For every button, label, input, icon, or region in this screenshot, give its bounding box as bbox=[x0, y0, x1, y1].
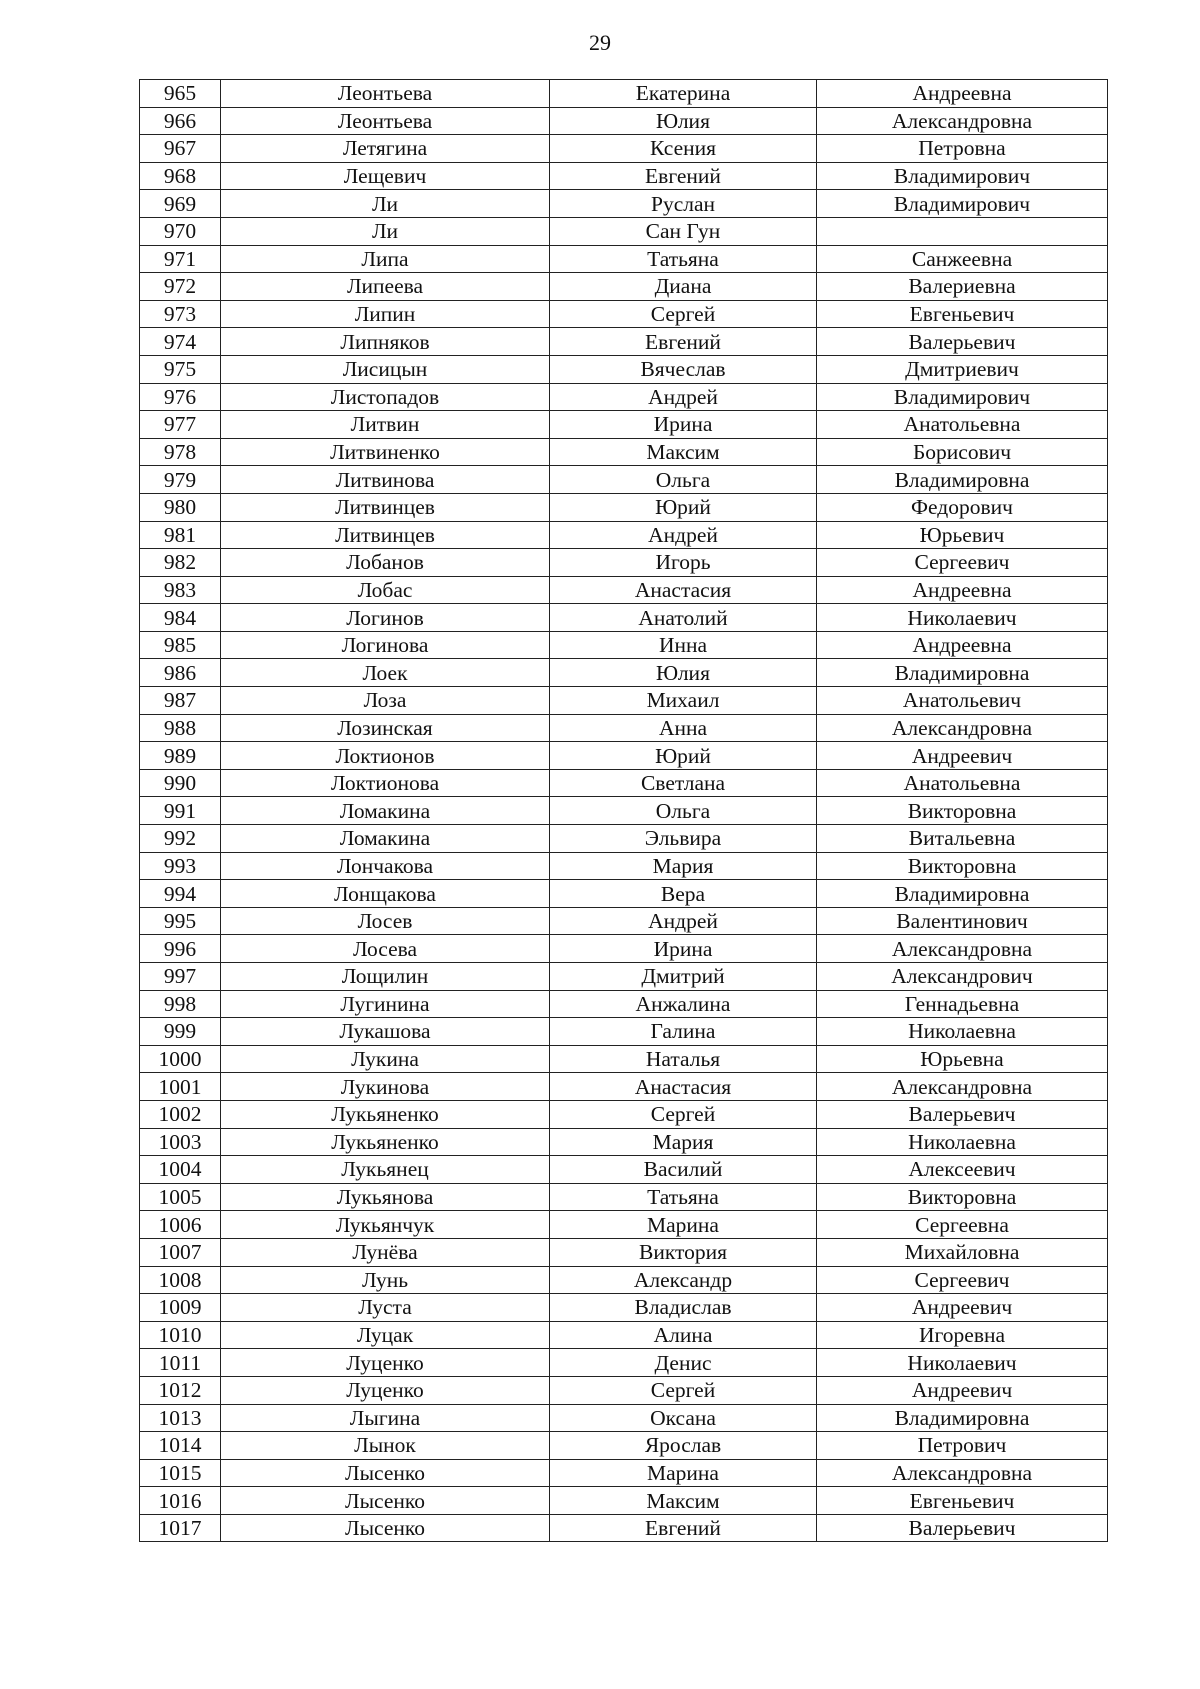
row-number-cell: 1010 bbox=[140, 1321, 221, 1349]
table-row bbox=[140, 1073, 1108, 1101]
last-name-cell: Леонтьева bbox=[221, 80, 550, 108]
patronymic-cell: Анатольевич bbox=[817, 687, 1108, 715]
table-row bbox=[140, 825, 1108, 853]
row-number-cell: 975 bbox=[140, 355, 221, 383]
table-row bbox=[140, 852, 1108, 880]
patronymic-cell: Валериевна bbox=[817, 273, 1108, 301]
first-name-cell: Андрей bbox=[550, 383, 817, 411]
last-name-cell: Литвин bbox=[221, 411, 550, 439]
table-row bbox=[140, 880, 1108, 908]
patronymic-cell: Сергеевич bbox=[817, 1266, 1108, 1294]
last-name-cell: Лысенко bbox=[221, 1459, 550, 1487]
patronymic-cell: Анатольевна bbox=[817, 411, 1108, 439]
last-name-cell: Липняков bbox=[221, 328, 550, 356]
table-row bbox=[140, 135, 1108, 163]
last-name-cell: Лыгина bbox=[221, 1404, 550, 1432]
last-name-cell: Лобас bbox=[221, 576, 550, 604]
table-row bbox=[140, 162, 1108, 190]
last-name-cell: Литвинцев bbox=[221, 493, 550, 521]
last-name-cell: Леонтьева bbox=[221, 107, 550, 135]
first-name-cell: Михаил bbox=[550, 687, 817, 715]
table-row bbox=[140, 466, 1108, 494]
row-number-cell: 1014 bbox=[140, 1432, 221, 1460]
first-name-cell: Эльвира bbox=[550, 825, 817, 853]
last-name-cell: Лукашова bbox=[221, 1018, 550, 1046]
patronymic-cell: Андреевич bbox=[817, 1376, 1108, 1404]
table-row bbox=[140, 549, 1108, 577]
row-number-cell: 995 bbox=[140, 907, 221, 935]
last-name-cell: Лукина bbox=[221, 1045, 550, 1073]
first-name-cell: Татьяна bbox=[550, 245, 817, 273]
last-name-cell: Луста bbox=[221, 1294, 550, 1322]
table-row bbox=[140, 1183, 1108, 1211]
name-list-table bbox=[139, 79, 1108, 1542]
patronymic-cell: Евгеньевич bbox=[817, 300, 1108, 328]
last-name-cell: Лунёва bbox=[221, 1238, 550, 1266]
patronymic-cell: Юрьевич bbox=[817, 521, 1108, 549]
row-number-cell: 1007 bbox=[140, 1238, 221, 1266]
last-name-cell: Ломакина bbox=[221, 825, 550, 853]
row-number-cell: 1013 bbox=[140, 1404, 221, 1432]
patronymic-cell: Владимировна bbox=[817, 659, 1108, 687]
table-row bbox=[140, 963, 1108, 991]
last-name-cell: Лисицын bbox=[221, 355, 550, 383]
row-number-cell: 965 bbox=[140, 80, 221, 108]
table-row bbox=[140, 1211, 1108, 1239]
patronymic-cell: Александровна bbox=[817, 1459, 1108, 1487]
first-name-cell: Денис bbox=[550, 1349, 817, 1377]
patronymic-cell: Андреевич bbox=[817, 1294, 1108, 1322]
table-row bbox=[140, 273, 1108, 301]
first-name-cell: Светлана bbox=[550, 769, 817, 797]
patronymic-cell: Андреевич bbox=[817, 742, 1108, 770]
table-row bbox=[140, 1018, 1108, 1046]
patronymic-cell: Валерьевич bbox=[817, 328, 1108, 356]
last-name-cell: Лукьянец bbox=[221, 1156, 550, 1184]
patronymic-cell: Анатольевна bbox=[817, 769, 1108, 797]
last-name-cell: Литвинцев bbox=[221, 521, 550, 549]
table-row bbox=[140, 190, 1108, 218]
patronymic-cell: Александрович bbox=[817, 963, 1108, 991]
first-name-cell: Алина bbox=[550, 1321, 817, 1349]
row-number-cell: 974 bbox=[140, 328, 221, 356]
table-row bbox=[140, 328, 1108, 356]
table-row bbox=[140, 1321, 1108, 1349]
first-name-cell: Анастасия bbox=[550, 1073, 817, 1101]
patronymic-cell: Владимировна bbox=[817, 880, 1108, 908]
row-number-cell: 976 bbox=[140, 383, 221, 411]
last-name-cell: Логинов bbox=[221, 604, 550, 632]
row-number-cell: 1017 bbox=[140, 1514, 221, 1542]
table-row bbox=[140, 438, 1108, 466]
row-number-cell: 1003 bbox=[140, 1128, 221, 1156]
patronymic-cell: Владимирович bbox=[817, 162, 1108, 190]
first-name-cell: Мария bbox=[550, 852, 817, 880]
table-row bbox=[140, 1294, 1108, 1322]
last-name-cell: Лукьяненко bbox=[221, 1128, 550, 1156]
patronymic-cell: Викторовна bbox=[817, 852, 1108, 880]
row-number-cell: 991 bbox=[140, 797, 221, 825]
first-name-cell: Анастасия bbox=[550, 576, 817, 604]
first-name-cell: Юрий bbox=[550, 742, 817, 770]
first-name-cell: Татьяна bbox=[550, 1183, 817, 1211]
patronymic-cell: Петровна bbox=[817, 135, 1108, 163]
table-row bbox=[140, 1376, 1108, 1404]
first-name-cell: Максим bbox=[550, 1487, 817, 1515]
patronymic-cell: Сергеевич bbox=[817, 549, 1108, 577]
table-row bbox=[140, 907, 1108, 935]
last-name-cell: Липин bbox=[221, 300, 550, 328]
first-name-cell: Анатолий bbox=[550, 604, 817, 632]
last-name-cell: Литвиненко bbox=[221, 438, 550, 466]
first-name-cell: Ольга bbox=[550, 797, 817, 825]
patronymic-cell: Юрьевна bbox=[817, 1045, 1108, 1073]
patronymic-cell: Петрович bbox=[817, 1432, 1108, 1460]
row-number-cell: 980 bbox=[140, 493, 221, 521]
row-number-cell: 997 bbox=[140, 963, 221, 991]
patronymic-cell: Дмитриевич bbox=[817, 355, 1108, 383]
row-number-cell: 998 bbox=[140, 990, 221, 1018]
patronymic-cell: Викторовна bbox=[817, 797, 1108, 825]
patronymic-cell: Алексеевич bbox=[817, 1156, 1108, 1184]
row-number-cell: 987 bbox=[140, 687, 221, 715]
last-name-cell: Лысенко bbox=[221, 1487, 550, 1515]
last-name-cell: Лысенко bbox=[221, 1514, 550, 1542]
patronymic-cell: Владимирович bbox=[817, 383, 1108, 411]
table-row bbox=[140, 576, 1108, 604]
row-number-cell: 993 bbox=[140, 852, 221, 880]
patronymic-cell: Владимировна bbox=[817, 466, 1108, 494]
patronymic-cell: Валерьевич bbox=[817, 1514, 1108, 1542]
first-name-cell: Дмитрий bbox=[550, 963, 817, 991]
table-row bbox=[140, 1404, 1108, 1432]
patronymic-cell: Игоревна bbox=[817, 1321, 1108, 1349]
table-row bbox=[140, 383, 1108, 411]
first-name-cell: Сан Гун bbox=[550, 217, 817, 245]
first-name-cell: Виктория bbox=[550, 1238, 817, 1266]
patronymic-cell: Евгеньевич bbox=[817, 1487, 1108, 1515]
first-name-cell: Анжалина bbox=[550, 990, 817, 1018]
row-number-cell: 969 bbox=[140, 190, 221, 218]
first-name-cell: Сергей bbox=[550, 1100, 817, 1128]
last-name-cell: Лукьяненко bbox=[221, 1100, 550, 1128]
row-number-cell: 1012 bbox=[140, 1376, 221, 1404]
patronymic-cell: Викторовна bbox=[817, 1183, 1108, 1211]
row-number-cell: 1015 bbox=[140, 1459, 221, 1487]
last-name-cell: Лобанов bbox=[221, 549, 550, 577]
first-name-cell: Диана bbox=[550, 273, 817, 301]
row-number-cell: 1005 bbox=[140, 1183, 221, 1211]
row-number-cell: 1001 bbox=[140, 1073, 221, 1101]
table-row bbox=[140, 797, 1108, 825]
table-row bbox=[140, 80, 1108, 108]
first-name-cell: Марина bbox=[550, 1211, 817, 1239]
row-number-cell: 1004 bbox=[140, 1156, 221, 1184]
first-name-cell: Ирина bbox=[550, 411, 817, 439]
patronymic-cell: Борисович bbox=[817, 438, 1108, 466]
row-number-cell: 973 bbox=[140, 300, 221, 328]
last-name-cell: Лещевич bbox=[221, 162, 550, 190]
last-name-cell: Локтионова bbox=[221, 769, 550, 797]
patronymic-cell: Александровна bbox=[817, 935, 1108, 963]
last-name-cell: Лощилин bbox=[221, 963, 550, 991]
last-name-cell: Лынок bbox=[221, 1432, 550, 1460]
row-number-cell: 989 bbox=[140, 742, 221, 770]
table-row bbox=[140, 659, 1108, 687]
row-number-cell: 1011 bbox=[140, 1349, 221, 1377]
last-name-cell: Ли bbox=[221, 190, 550, 218]
last-name-cell: Листопадов bbox=[221, 383, 550, 411]
table-row bbox=[140, 1238, 1108, 1266]
last-name-cell: Лукьянова bbox=[221, 1183, 550, 1211]
row-number-cell: 996 bbox=[140, 935, 221, 963]
row-number-cell: 978 bbox=[140, 438, 221, 466]
first-name-cell: Ксения bbox=[550, 135, 817, 163]
table-row bbox=[140, 411, 1108, 439]
first-name-cell: Александр bbox=[550, 1266, 817, 1294]
last-name-cell: Литвинова bbox=[221, 466, 550, 494]
table-row bbox=[140, 1487, 1108, 1515]
first-name-cell: Ольга bbox=[550, 466, 817, 494]
table-row bbox=[140, 245, 1108, 273]
patronymic-cell: Николаевна bbox=[817, 1128, 1108, 1156]
first-name-cell: Андрей bbox=[550, 907, 817, 935]
table-row bbox=[140, 300, 1108, 328]
row-number-cell: 990 bbox=[140, 769, 221, 797]
table-row bbox=[140, 990, 1108, 1018]
table-row bbox=[140, 604, 1108, 632]
table-row bbox=[140, 217, 1108, 245]
row-number-cell: 1008 bbox=[140, 1266, 221, 1294]
row-number-cell: 981 bbox=[140, 521, 221, 549]
patronymic-cell bbox=[817, 217, 1108, 245]
row-number-cell: 971 bbox=[140, 245, 221, 273]
table-row bbox=[140, 714, 1108, 742]
last-name-cell: Логинова bbox=[221, 631, 550, 659]
first-name-cell: Евгений bbox=[550, 1514, 817, 1542]
row-number-cell: 979 bbox=[140, 466, 221, 494]
first-name-cell: Юлия bbox=[550, 659, 817, 687]
patronymic-cell: Валерьевич bbox=[817, 1100, 1108, 1128]
last-name-cell: Лозинская bbox=[221, 714, 550, 742]
first-name-cell: Андрей bbox=[550, 521, 817, 549]
row-number-cell: 992 bbox=[140, 825, 221, 853]
first-name-cell: Максим bbox=[550, 438, 817, 466]
patronymic-cell: Александровна bbox=[817, 1073, 1108, 1101]
page-number: 29 bbox=[589, 30, 611, 55]
first-name-cell: Сергей bbox=[550, 300, 817, 328]
table-row bbox=[140, 742, 1108, 770]
first-name-cell: Галина bbox=[550, 1018, 817, 1046]
row-number-cell: 968 bbox=[140, 162, 221, 190]
table-row bbox=[140, 1100, 1108, 1128]
last-name-cell: Локтионов bbox=[221, 742, 550, 770]
table-row bbox=[140, 521, 1108, 549]
row-number-cell: 1016 bbox=[140, 1487, 221, 1515]
patronymic-cell: Санжеевна bbox=[817, 245, 1108, 273]
patronymic-cell: Валентинович bbox=[817, 907, 1108, 935]
patronymic-cell: Геннадьевна bbox=[817, 990, 1108, 1018]
first-name-cell: Владислав bbox=[550, 1294, 817, 1322]
patronymic-cell: Андреевна bbox=[817, 631, 1108, 659]
last-name-cell: Лукьянчук bbox=[221, 1211, 550, 1239]
patronymic-cell: Николаевна bbox=[817, 1018, 1108, 1046]
last-name-cell: Лунь bbox=[221, 1266, 550, 1294]
table-row bbox=[140, 631, 1108, 659]
row-number-cell: 1000 bbox=[140, 1045, 221, 1073]
first-name-cell: Ирина bbox=[550, 935, 817, 963]
row-number-cell: 970 bbox=[140, 217, 221, 245]
first-name-cell: Екатерина bbox=[550, 80, 817, 108]
patronymic-cell: Андреевна bbox=[817, 80, 1108, 108]
patronymic-cell: Андреевна bbox=[817, 576, 1108, 604]
first-name-cell: Руслан bbox=[550, 190, 817, 218]
last-name-cell: Лосева bbox=[221, 935, 550, 963]
first-name-cell: Оксана bbox=[550, 1404, 817, 1432]
patronymic-cell: Александровна bbox=[817, 107, 1108, 135]
patronymic-cell: Николаевич bbox=[817, 1349, 1108, 1377]
last-name-cell: Лукинова bbox=[221, 1073, 550, 1101]
row-number-cell: 972 bbox=[140, 273, 221, 301]
table-row bbox=[140, 493, 1108, 521]
table-row bbox=[140, 1432, 1108, 1460]
first-name-cell: Вячеслав bbox=[550, 355, 817, 383]
row-number-cell: 977 bbox=[140, 411, 221, 439]
patronymic-cell: Витальевна bbox=[817, 825, 1108, 853]
table-row bbox=[140, 1128, 1108, 1156]
row-number-cell: 984 bbox=[140, 604, 221, 632]
row-number-cell: 982 bbox=[140, 549, 221, 577]
row-number-cell: 983 bbox=[140, 576, 221, 604]
last-name-cell: Луценко bbox=[221, 1376, 550, 1404]
last-name-cell: Липеева bbox=[221, 273, 550, 301]
table-row bbox=[140, 935, 1108, 963]
patronymic-cell: Федорович bbox=[817, 493, 1108, 521]
last-name-cell: Лугинина bbox=[221, 990, 550, 1018]
first-name-cell: Евгений bbox=[550, 162, 817, 190]
last-name-cell: Ломакина bbox=[221, 797, 550, 825]
last-name-cell: Ли bbox=[221, 217, 550, 245]
patronymic-cell: Сергеевна bbox=[817, 1211, 1108, 1239]
patronymic-cell: Михайловна bbox=[817, 1238, 1108, 1266]
table-row bbox=[140, 1045, 1108, 1073]
table-row bbox=[140, 355, 1108, 383]
first-name-cell: Инна bbox=[550, 631, 817, 659]
row-number-cell: 986 bbox=[140, 659, 221, 687]
first-name-cell: Ярослав bbox=[550, 1432, 817, 1460]
patronymic-cell: Александровна bbox=[817, 714, 1108, 742]
last-name-cell: Лоза bbox=[221, 687, 550, 715]
last-name-cell: Лоек bbox=[221, 659, 550, 687]
first-name-cell: Евгений bbox=[550, 328, 817, 356]
patronymic-cell: Владимирович bbox=[817, 190, 1108, 218]
row-number-cell: 1006 bbox=[140, 1211, 221, 1239]
last-name-cell: Луценко bbox=[221, 1349, 550, 1377]
first-name-cell: Василий bbox=[550, 1156, 817, 1184]
table-row bbox=[140, 1156, 1108, 1184]
row-number-cell: 999 bbox=[140, 1018, 221, 1046]
first-name-cell: Анна bbox=[550, 714, 817, 742]
first-name-cell: Вера bbox=[550, 880, 817, 908]
first-name-cell: Игорь bbox=[550, 549, 817, 577]
row-number-cell: 1002 bbox=[140, 1100, 221, 1128]
row-number-cell: 1009 bbox=[140, 1294, 221, 1322]
first-name-cell: Юрий bbox=[550, 493, 817, 521]
row-number-cell: 994 bbox=[140, 880, 221, 908]
first-name-cell: Мария bbox=[550, 1128, 817, 1156]
row-number-cell: 988 bbox=[140, 714, 221, 742]
table-row bbox=[140, 107, 1108, 135]
row-number-cell: 966 bbox=[140, 107, 221, 135]
last-name-cell: Лонщакова bbox=[221, 880, 550, 908]
table-row bbox=[140, 687, 1108, 715]
first-name-cell: Юлия bbox=[550, 107, 817, 135]
first-name-cell: Марина bbox=[550, 1459, 817, 1487]
last-name-cell: Лосев bbox=[221, 907, 550, 935]
first-name-cell: Сергей bbox=[550, 1376, 817, 1404]
row-number-cell: 967 bbox=[140, 135, 221, 163]
last-name-cell: Летягина bbox=[221, 135, 550, 163]
patronymic-cell: Николаевич bbox=[817, 604, 1108, 632]
table-row bbox=[140, 1266, 1108, 1294]
row-number-cell: 985 bbox=[140, 631, 221, 659]
table-row bbox=[140, 1514, 1108, 1542]
patronymic-cell: Владимировна bbox=[817, 1404, 1108, 1432]
last-name-cell: Липа bbox=[221, 245, 550, 273]
first-name-cell: Наталья bbox=[550, 1045, 817, 1073]
table-body bbox=[140, 80, 1108, 1542]
last-name-cell: Лончакова bbox=[221, 852, 550, 880]
table-row bbox=[140, 769, 1108, 797]
table-row bbox=[140, 1349, 1108, 1377]
last-name-cell: Луцак bbox=[221, 1321, 550, 1349]
table-row bbox=[140, 1459, 1108, 1487]
